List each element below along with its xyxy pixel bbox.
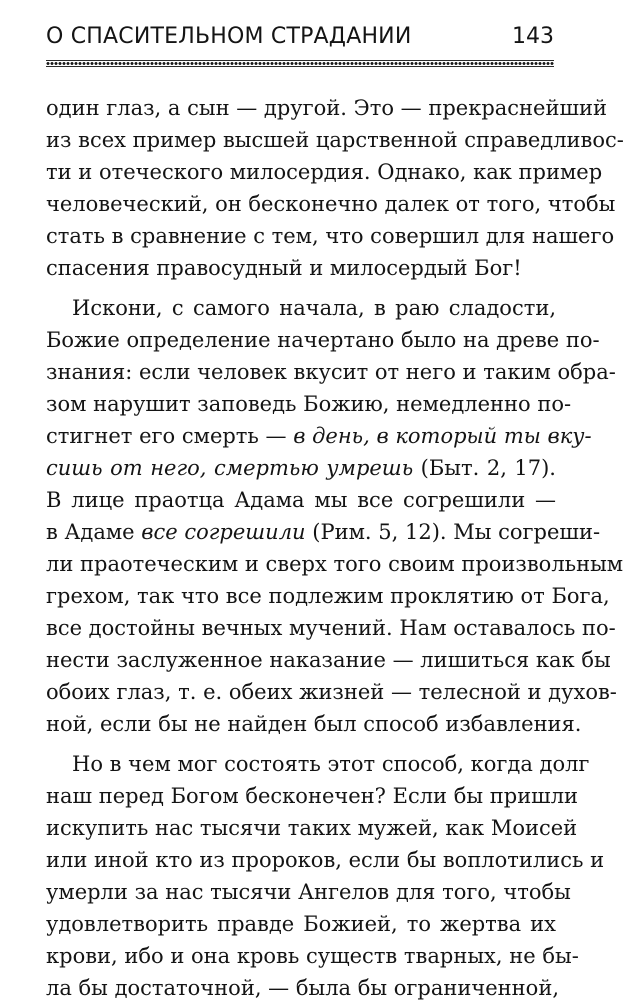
scripture-quote: сишь от него, смертью умрешь	[46, 456, 414, 480]
text-line: знания: если человек вкусит от него и таким обра-	[46, 360, 616, 384]
text-line: человеческий, он бесконечно далек от того, чтобы	[46, 192, 616, 216]
text-line: из всех пример высшей царственной справедливос-	[46, 128, 624, 152]
text-line	[46, 420, 592, 452]
scripture-reference: (Быт. 2, 17).	[413, 456, 556, 480]
text-line: В лице праотца Адама мы все согрешили —	[46, 488, 556, 512]
text-line: искупить нас тысячи таких мужей, как Моисей	[46, 816, 578, 840]
text-line: ла бы достаточной, — была бы ограниченной,	[46, 976, 559, 1000]
paragraph-3	[46, 748, 605, 1004]
text-line: обоих глаз, т. е. обеих жизней — телесной и духов-	[46, 680, 617, 704]
text-line: умерли за нас тысячи Ангелов для того, чтобы	[46, 880, 571, 904]
text-line: ти и отеческого милосердия. Однако, как пример	[46, 160, 603, 184]
text-line: один глаз, а сын — другой. Это — прекраснейший	[46, 96, 607, 120]
paragraph-2	[46, 292, 624, 740]
text-line: спасения правосудный и милосердый Бог!	[46, 256, 522, 280]
text-line: наш перед Богом бесконечен? Если бы пришли	[46, 784, 579, 808]
text-line: все достойны вечных мучений. Нам оставалось по-	[46, 616, 616, 640]
text-line: Но в чем мог состоять этот способ, когда долг	[72, 752, 590, 776]
paragraph-1	[46, 92, 624, 284]
running-title: О СПАСИТЕЛЬНОМ СТРАДАНИИ	[46, 24, 412, 49]
text-line: Искони, с самого начала, в раю сладости,	[72, 296, 556, 320]
text-line: нести заслуженное наказание — лишиться как бы	[46, 648, 611, 672]
scripture-quote: в день, в который ты вку-	[293, 424, 592, 448]
text-line: ной, если бы не найден был способ избавления.	[46, 712, 582, 736]
scripture-reference: (Рим. 5, 12). Мы согреши-	[305, 520, 601, 544]
text-line: или иной кто из пророков, если бы воплотились и	[46, 848, 605, 872]
scripture-quote: все согрешили	[141, 520, 306, 544]
header-ornamental-rule	[46, 60, 554, 67]
text-line	[46, 516, 601, 548]
text-line: грехом, так что все подлежим проклятию от Бога,	[46, 584, 610, 608]
text-line: удовлетворить правде Божией, то жертва их	[46, 912, 556, 936]
text-run: в Адаме	[46, 520, 142, 544]
text-line: зом нарушит заповедь Божию, немедленно по-	[46, 392, 572, 416]
running-header	[46, 24, 554, 64]
text-line: Божие определение начертано было на древе по-	[46, 328, 600, 352]
text-line: стать в сравнение с тем, что совершил для нашего	[46, 224, 615, 248]
page-number: 143	[512, 24, 554, 49]
text-line: ли праотеческим и сверх того своим произвольным	[46, 552, 624, 576]
text-line: крови, ибо и она кровь существ тварных, не бы-	[46, 944, 579, 968]
text-line	[46, 452, 556, 484]
text-run: стигнет его смерть —	[46, 424, 294, 448]
text-body	[46, 92, 624, 1004]
